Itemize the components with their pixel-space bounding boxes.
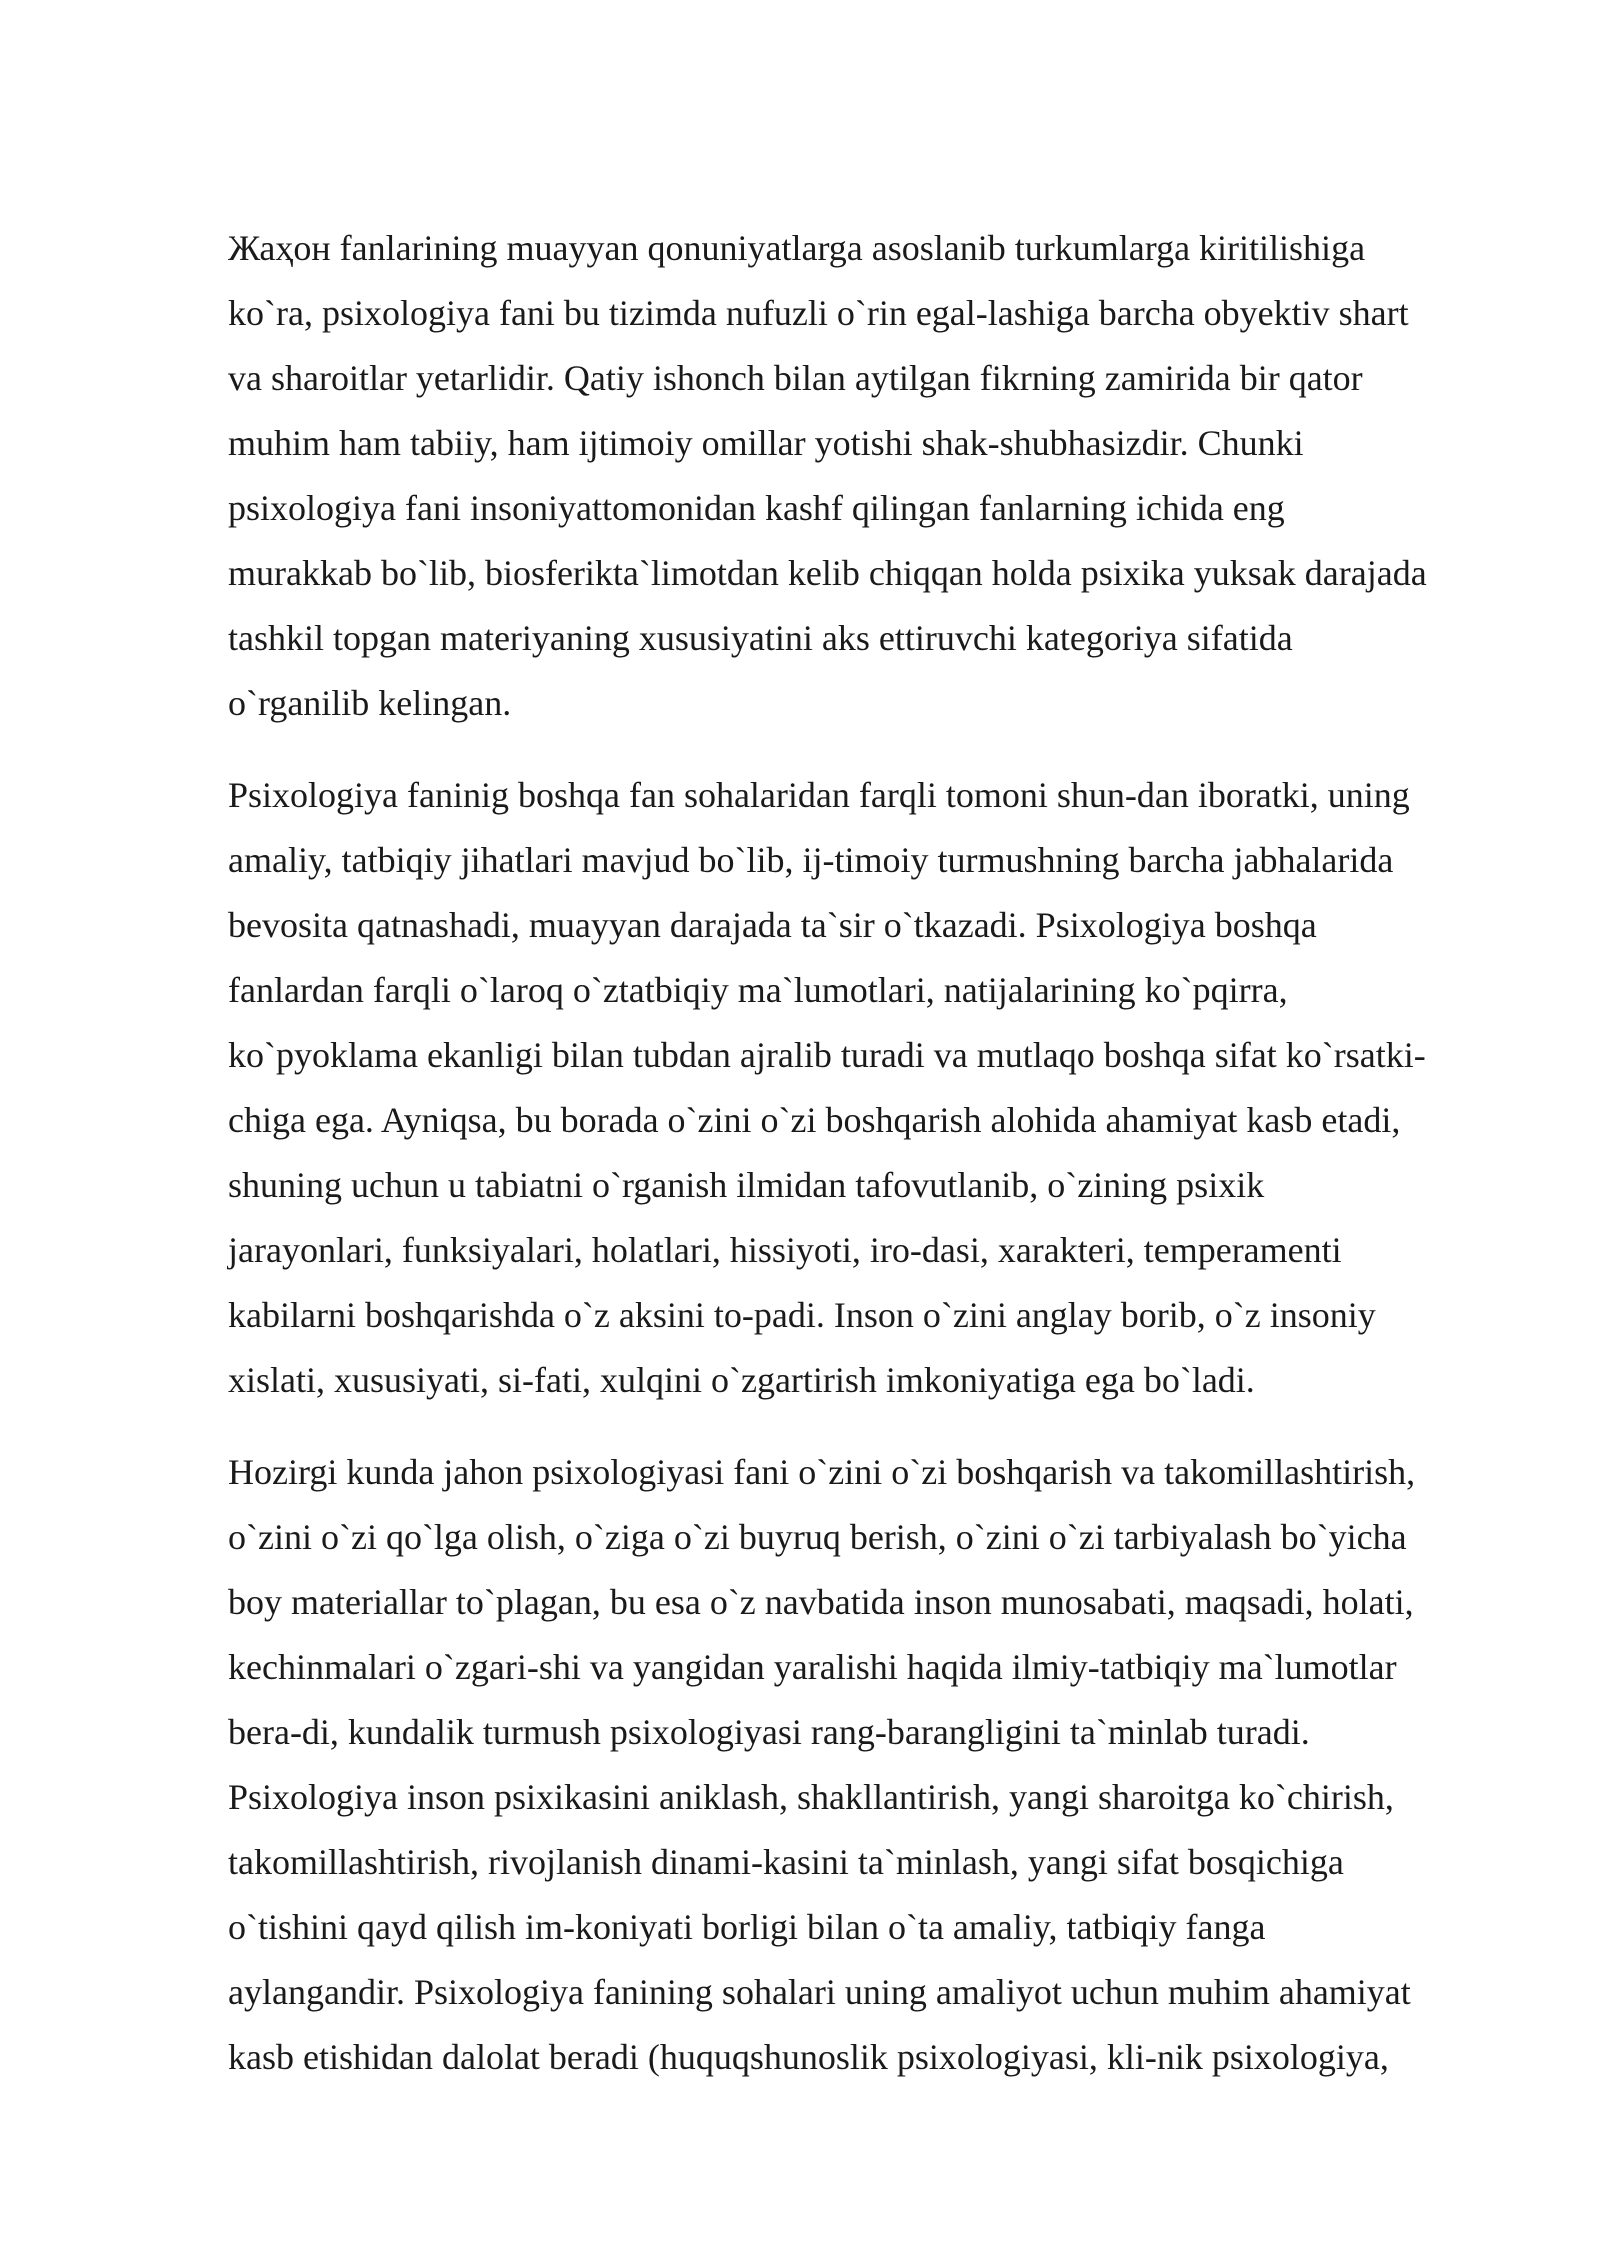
text-line: Жаҳон fanlarining muayyan qonuniyatlarga asoslanib turkumlarga kiritilishiga [228, 228, 1366, 268]
text-line: o`rganilib kelingan. [228, 683, 512, 723]
text-line: o`tishini qayd qilish im-koniyati borligi bilan o`ta amaliy, tatbiqiy fanga [228, 1907, 1266, 1947]
text-line: va sharoitlar yetarlidir. Qatiy ishonch bilan aytilgan fikrning zamirida bir qator [228, 358, 1363, 398]
text-line: Psixologiya faninig boshqa fan sohalaridan farqli tomoni shun-dan iboratki, uning [228, 775, 1410, 815]
text-line: murakkab bo`lib, biosferikta`limotdan kelib chiqqan holda psixika yuksak darajada [228, 553, 1427, 593]
text-line: kabilarni boshqarishda o`z aksini to-padi. Inson o`zini anglay borib, o`z insoniy [228, 1295, 1376, 1335]
text-line: takomillashtirish, rivojlanish dinami-kasini ta`minlash, yangi sifat bosqichiga [228, 1842, 1344, 1882]
text-line: bera-di, kundalik turmush psixologiyasi rang-barangligini ta`minlab turadi. [228, 1712, 1310, 1752]
text-line: kechinmalari o`zgari-shi va yangidan yaralishi haqida ilmiy-tatbiqiy ma`lumotlar [228, 1647, 1397, 1687]
text-line: ko`pyoklama ekanligi bilan tubdan ajralib turadi va mutlaqo boshqa sifat ko`rsatki- [228, 1035, 1426, 1075]
text-line: aylangandir. Psixologiya fanining sohalari uning amaliyot uchun muhim ahamiyat [228, 1972, 1411, 2012]
paragraph-1 [228, 216, 1518, 736]
text-line: shuning uchun u tabiatni o`rganish ilmidan tafovutlanib, o`zining psixik [228, 1165, 1265, 1205]
text-line: Hozirgi kunda jahon psixologiyasi fani o`zini o`zi boshqarish va takomillashtirish, [228, 1452, 1416, 1492]
paragraph-3 [228, 1440, 1518, 2090]
text-line: ko`ra, psixologiya fani bu tizimda nufuzli o`rin egal-lashiga barcha obyektiv shart [228, 293, 1409, 333]
text-line: Psixologiya inson psixikasini aniklash, shakllantirish, yangi sharoitga ko`chirish, [228, 1777, 1394, 1817]
text-line: xislati, xususiyati, si-fati, xulqini o`zgartirish imkoniyatiga ega bo`ladi. [228, 1360, 1255, 1400]
text-line: muhim ham tabiiy, ham ijtimoiy omillar yotishi shak-shubhasizdir. Chunki [228, 423, 1304, 463]
text-line: psixologiya fani insoniyattomonidan kashf qilingan fanlarning ichida eng [228, 488, 1285, 528]
text-line: boy materiallar to`plagan, bu esa o`z navbatida inson munosabati, maqsadi, holati, [228, 1582, 1414, 1622]
text-line: bevosita qatnashadi, muayyan darajada ta`sir o`tkazadi. Psixologiya boshqa [228, 905, 1317, 945]
document-body [228, 216, 1518, 2117]
paragraph-2 [228, 763, 1518, 1413]
text-line: jarayonlari, funksiyalari, holatlari, hissiyoti, iro-dasi, xarakteri, temperamenti [228, 1230, 1342, 1270]
text-line: o`zini o`zi qo`lga olish, o`ziga o`zi buyruq berish, o`zini o`zi tarbiyalash bo`yicha [228, 1517, 1407, 1557]
text-line: fanlardan farqli o`laroq o`ztatbiqiy ma`lumotlari, natijalarining ko`pqirra, [228, 970, 1288, 1010]
text-line: tashkil topgan materiyaning xususiyatini aks ettiruvchi kategoriya sifatida [228, 618, 1293, 658]
text-line: chiga ega. Ayniqsa, bu borada o`zini o`zi boshqarish alohida ahamiyat kasb etadi, [228, 1100, 1401, 1140]
text-line: kasb etishidan dalolat beradi (huquqshunoslik psixologiyasi, kli-nik psixologiya, [228, 2037, 1389, 2077]
text-line: amaliy, tatbiqiy jihatlari mavjud bo`lib, ij-timoiy turmushning barcha jabhalarida [228, 840, 1394, 880]
